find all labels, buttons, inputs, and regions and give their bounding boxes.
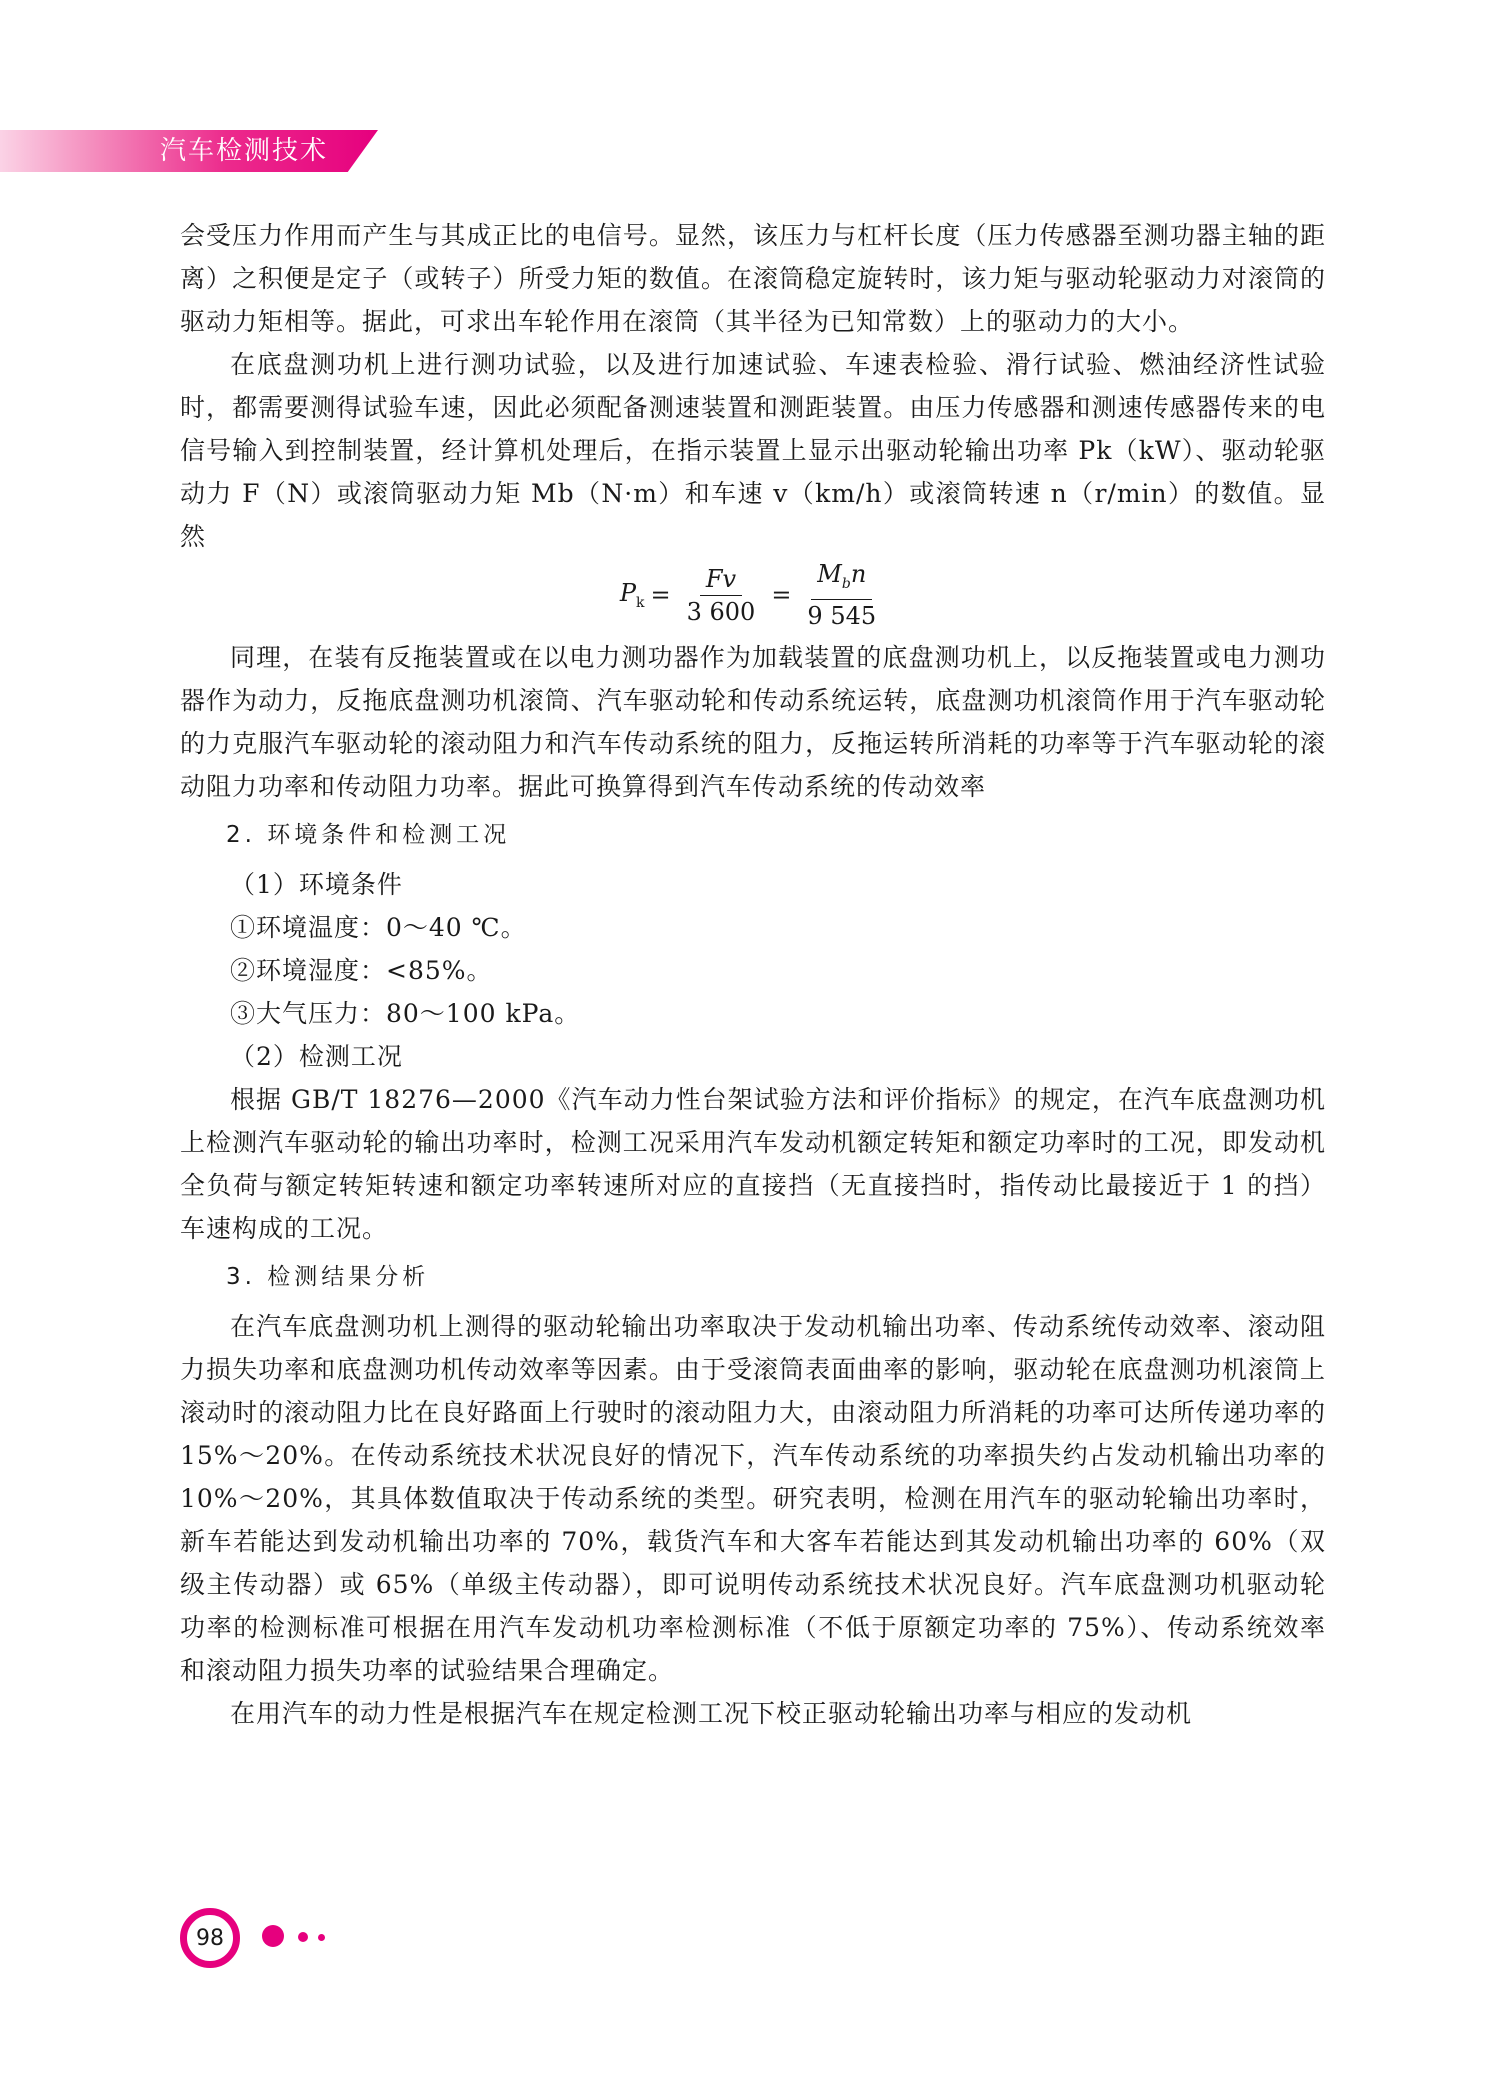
paragraph-1: 会受压力作用而产生与其成正比的电信号。显然，该压力与杠杆长度（压力传感器至测功器主轴的距离）之积便是定子（或转子）所受力矩的数值。在滚筒稳定旋转时，该力矩与驱动轮驱动力对滚筒的驱动力矩相等。据此，可求出车轮作用在滚筒（其半径为已知常数）上的驱动力的大小。: [180, 221, 1326, 336]
paragraph-5: 在汽车底盘测功机上测得的驱动轮输出功率取决于发动机输出功率、传动系统传动效率、滚动阻力损失功率和底盘测功机传动效率等因素。由于受滚筒表面曲率的影响，驱动轮在底盘测功机滚筒上滚动时的滚动阻力比在良好路面上行驶时的滚动阻力大，由滚动阻力所消耗的功率可达所传递功率的 15%～20%。在传动系统技术状况良好的情况下，汽车传动系统的功率损失约占发动机输出功率的 10%～20%，其具体数值取决于传动系统的类型。研究表明，检测在用汽车的驱动轮输出功率时，新车若能达到发动机输出功率的 70%，载货汽车和大客车若能达到其发动机输出功率的 60%（双级主传动器）或 65%（单级主传动器），即可说明传动系统技术状况良好。汽车底盘测功机驱动轮功率的检测标准可根据在用汽车发动机功率检测标准（不低于原额定功率的 75%）、传动系统效率和滚动阻力损失功率的试验结果合理确定。: [180, 1312, 1326, 1685]
subsection-heading-conditions: （2）检测工况: [230, 1042, 403, 1071]
formula-fraction-1: [681, 565, 762, 626]
section-heading-3: 3. 检测结果分析: [226, 1264, 430, 1290]
formula-fraction-1-numerator: Fv: [700, 565, 742, 596]
running-header-title: 汽车检测技术: [160, 136, 329, 166]
env-item-temperature: ①环境温度：0～40 ℃。: [230, 913, 527, 942]
paragraph-3: 同理，在装有反拖装置或在以电力测功器作为加载装置的底盘测功机上，以反拖装置或电力测功器作为动力，反拖底盘测功机滚筒、汽车驱动轮和传动系统运转，底盘测功机滚筒作用于汽车驱动轮的力克服汽车驱动轮的滚动阻力和汽车传动系统的阻力，反拖运转所消耗的功率等于汽车驱动轮的滚动阻力功率和传动阻力功率。据此可换算得到汽车传动系统的传动效率: [180, 643, 1326, 801]
paragraph-4: 根据 GB/T 18276—2000《汽车动力性台架试验方法和评价指标》的规定，在汽车底盘测功机上检测汽车驱动轮的输出功率时，检测工况采用汽车发动机额定转矩和额定功率时的工况，即发动机全负荷与额定转矩转速和额定功率转速所对应的直接挡（无直接挡时，指传动比最接近于 1 的挡）车速构成的工况。: [180, 1085, 1326, 1243]
formula-equals-1: =: [650, 581, 671, 609]
env-item-humidity: ②环境湿度：<85%。: [230, 956, 493, 985]
page-body: [180, 214, 1326, 1735]
footer-dot-medium: [298, 1932, 308, 1942]
section-heading-2: 2. 环境条件和检测工况: [226, 822, 511, 848]
formula-fraction-2-denominator: 9 545: [807, 602, 877, 631]
formula-lhs: $P_k$: [619, 579, 645, 611]
formula-fraction-2-numerator: $M_bn$: [811, 560, 872, 601]
env-item-pressure: ③大气压力：80～100 kPa。: [230, 999, 581, 1028]
footer-dot-large: [262, 1925, 284, 1947]
page-number: 98: [196, 1925, 224, 1951]
formula-fraction-2: [801, 560, 882, 631]
page-number-badge: [180, 1908, 240, 1968]
paragraph-6: 在用汽车的动力性是根据汽车在规定检测工况下校正驱动轮输出功率与相应的发动机: [230, 1699, 1193, 1728]
subsection-heading-env: （1）环境条件: [230, 870, 403, 899]
formula-equals-2: =: [771, 581, 792, 609]
power-formula: [180, 560, 1326, 630]
footer-dot-small: [318, 1934, 325, 1941]
formula-fraction-1-denominator: 3 600: [686, 597, 756, 626]
paragraph-2: 在底盘测功机上进行测功试验，以及进行加速试验、车速表检验、滑行试验、燃油经济性试验时，都需要测得试验车速，因此必须配备测速装置和测距装置。由压力传感器和测速传感器传来的电信号输入到控制装置，经计算机处理后，在指示装置上显示出驱动轮输出功率 Pk（kW）、驱动轮驱动力 F（N）或滚筒驱动力矩 Mb（N·m）和车速 v（km/h）或滚筒转速 n（r/min）的数值。显然: [180, 350, 1326, 551]
